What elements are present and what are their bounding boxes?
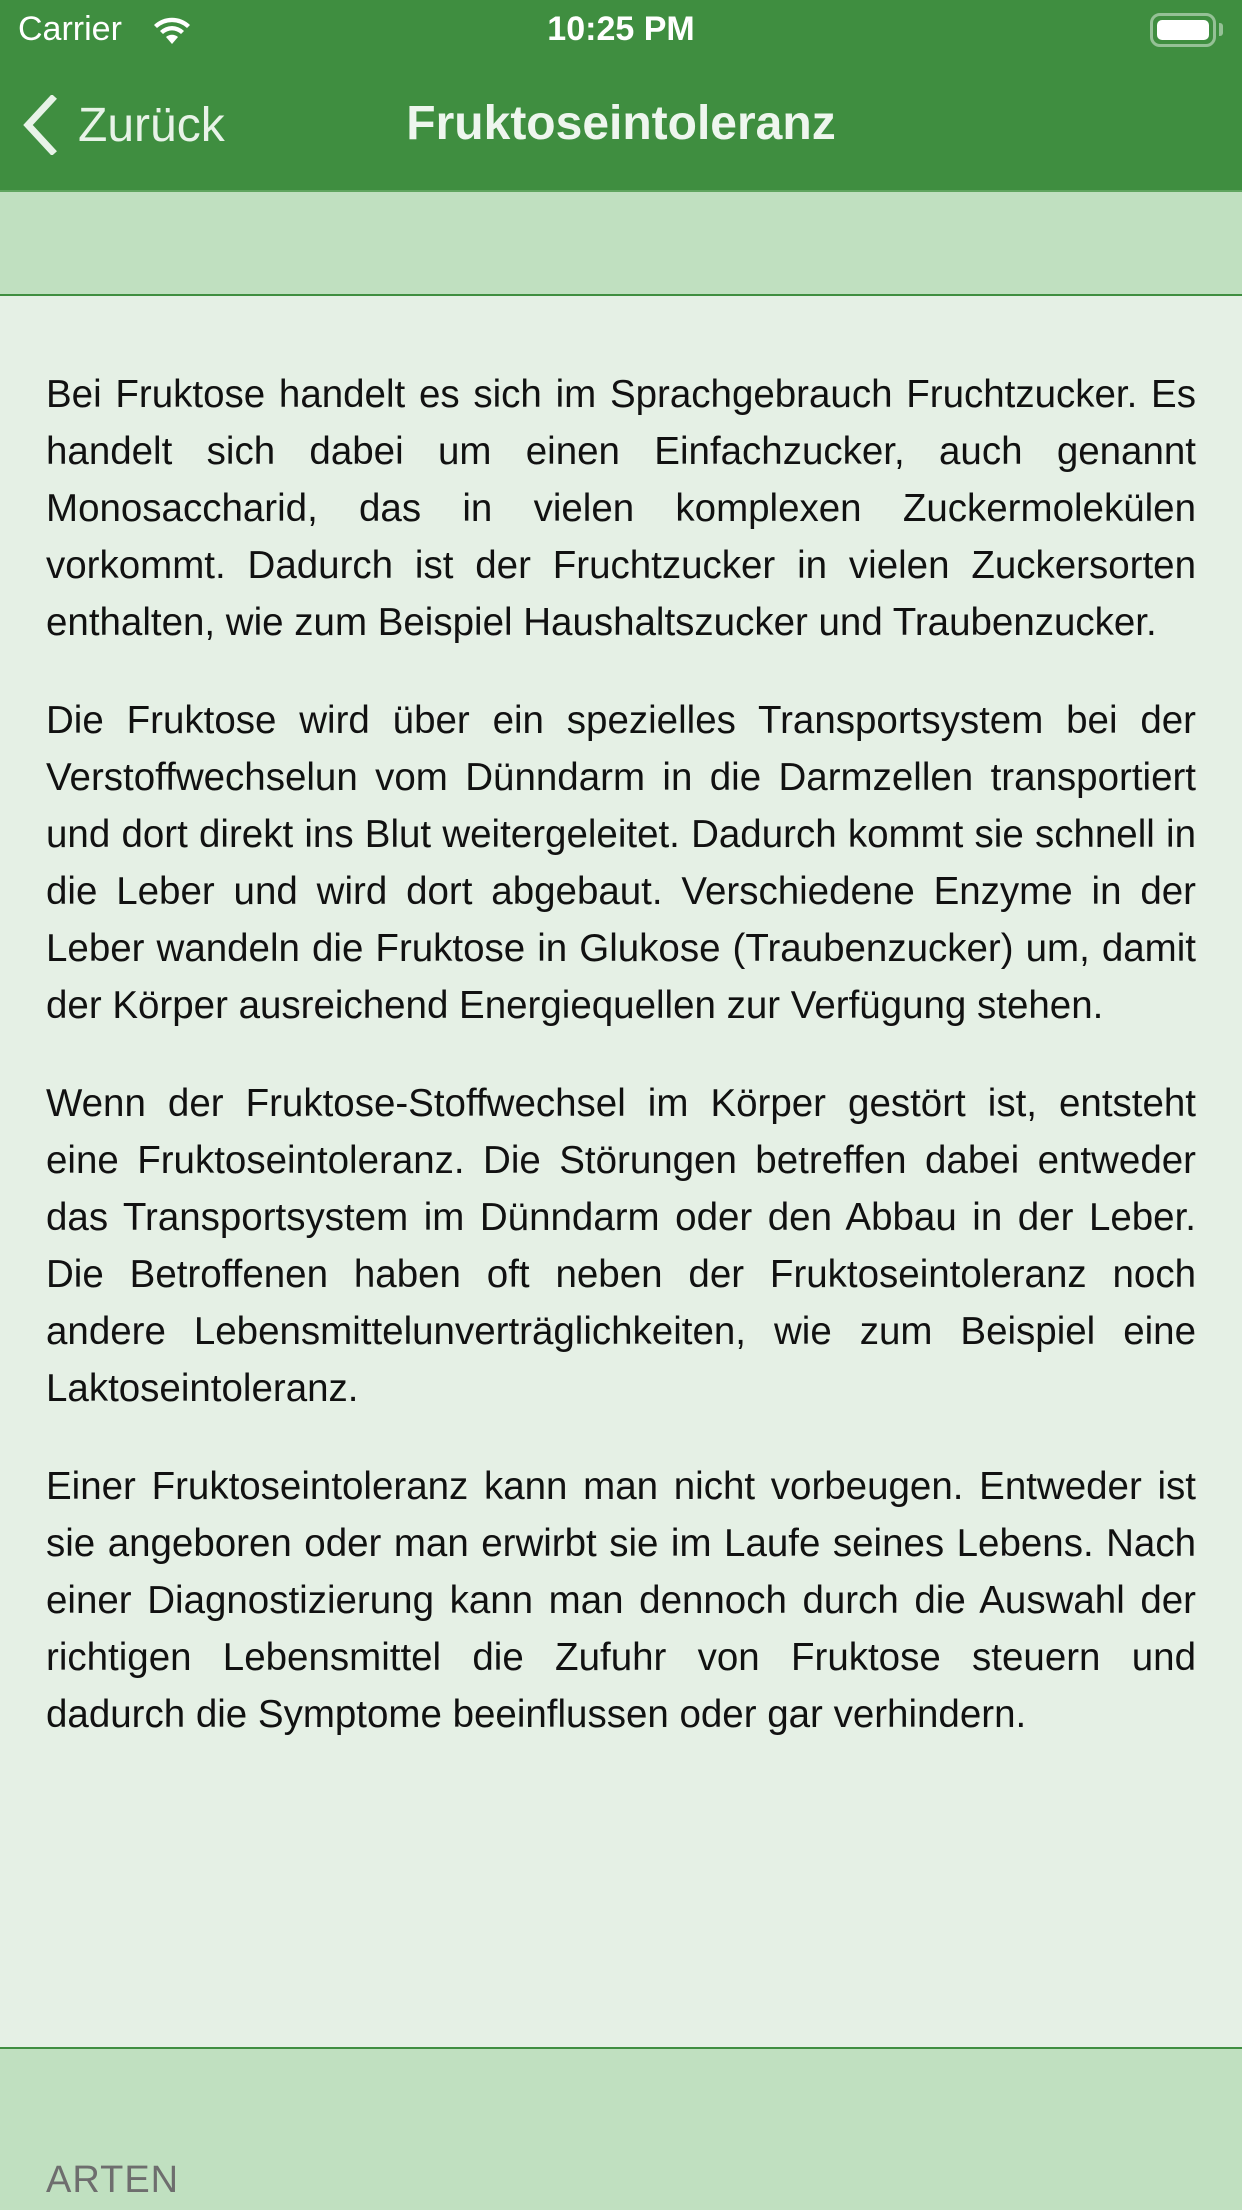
battery-full-icon: [1150, 13, 1216, 47]
section-label: ARTEN: [46, 2159, 180, 2201]
article-paragraph: Wenn der Fruktose-Stoffwechsel im Körper gestört ist, entsteht eine Fruktoseintoleranz. Die Störungen betreffen dabei entweder das Transportsystem im Dünndarm oder den Abbau in der Leber. Die Betroffenen haben oft neben der Fruktoseintoleranz noch andere Lebensmittelunverträglichkeiten, wie zum Beispiel eine Laktoseintoleranz.: [46, 1082, 1196, 1410]
article-paragraph: Die Fruktose wird über ein spezielles Transportsystem bei der Verstoffwechselun vom Dünndarm in die Darmzellen transportiert und dort direkt ins Blut weitergeleitet. Dadurch kommt sie schnell in die Leber und wird dort abgebaut. Verschiedene Enzyme in der Leber wandeln die Fruktose in Glukose (Traubenzucker) um, damit der Körper ausreichend Energiequellen zur Verfügung stehen.: [46, 699, 1196, 1027]
article-paragraph: Bei Fruktose handelt es sich im Sprachgebrauch Fruchtzucker. Es handelt sich dabei um einen Einfachzucker, auch genannt Monosaccharid, das in vielen komplexen Zuckermolekülen vorkommt. Dadurch ist der Fruchtzucker in vielen Zuckersorten enthalten, wie zum Beispiel Haushaltszucker und Traubenzucker.: [46, 373, 1196, 644]
carrier-label: Carrier: [18, 10, 122, 48]
battery-level: [1157, 20, 1209, 40]
clock: 10:25 PM: [547, 10, 695, 48]
article-paragraph: Einer Fruktoseintoleranz kann man nicht vorbeugen. Entweder ist sie angeboren oder man erwirbt sie im Laufe seines Lebens. Nach einer Diagnostizierung kann man dennoch durch die Auswahl der richtigen Lebensmittel die Zufuhr von Fruktose steuern und dadurch die Symptome beeinflussen oder gar verhindern.: [46, 1465, 1196, 1736]
navigation-bar: [0, 0, 1242, 190]
battery-tip: [1219, 23, 1223, 36]
article-content: [46, 366, 1196, 1784]
status-bar: [0, 0, 1242, 60]
header-band: [0, 190, 1242, 296]
section-header-arten: [0, 2047, 1242, 2210]
page-title: [0, 96, 1242, 151]
page-title-text: Fruktoseintoleranz: [406, 97, 836, 150]
back-button-label: Zurück: [78, 98, 225, 152]
